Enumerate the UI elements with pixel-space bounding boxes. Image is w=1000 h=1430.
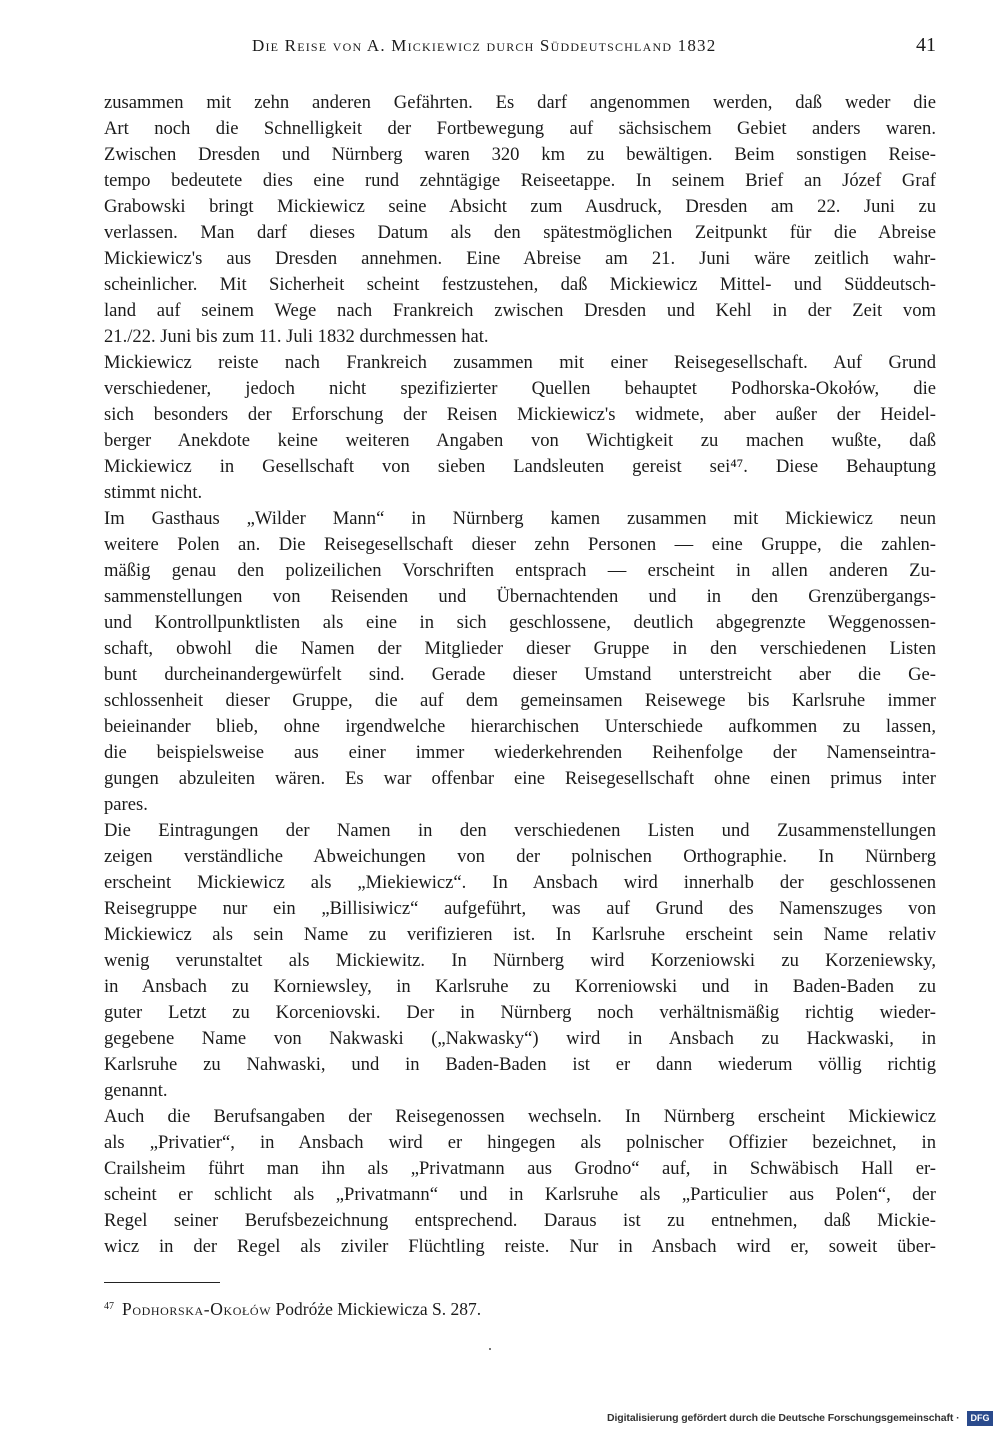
text-line: pares.	[104, 794, 148, 815]
text-line: verlassen. Man darf dieses Datum als den spätestmöglichen Zeitpunkt für die Abreise	[104, 222, 936, 243]
text-line: Mickiewicz in Gesellschaft von sieben Landsleuten gereist sei⁴⁷. Diese Behauptung	[104, 456, 936, 477]
text-line: Die Eintragungen der Namen in den verschiedenen Listen und Zusammenstellungen	[104, 820, 936, 841]
text-line: wenig verunstaltet als Mickiewitz. In Nürnberg wird Korzeniowski zu Korzeniewsky,	[104, 950, 936, 971]
text-line: mäßig genau den polizeilichen Vorschriften entsprach — erscheint in allen anderen Zu-	[104, 560, 936, 581]
text-line: stimmt nicht.	[104, 482, 203, 503]
scan-speck	[489, 1348, 491, 1350]
text-line: Regel seiner Berufsbezeichnung entsprechend. Daraus ist zu entnehmen, daß Mickie-	[104, 1210, 936, 1231]
paragraph-3	[104, 506, 936, 818]
text-line: bunt durcheinandergewürfelt sind. Gerade dieser Umstand unterstreicht aber die Ge-	[104, 664, 936, 685]
text-line: berger Anekdote keine weiteren Angaben von Wichtigkeit zu machen wußte, daß	[104, 430, 936, 451]
text-line: in Ansbach zu Korniewsley, in Karlsruhe zu Korreniowski und in Baden-Baden zu	[104, 976, 936, 997]
text-line: Reisegruppe nur ein „Billisiwicz“ aufgeführt, was auf Grund des Namenszuges von	[104, 898, 936, 919]
text-line: Mickiewicz als sein Name zu verifizieren ist. In Karlsruhe erscheint sein Name relativ	[104, 924, 936, 945]
text-line: schaft, obwohl die Namen der Mitglieder dieser Gruppe in den verschiedenen Listen	[104, 638, 936, 659]
text-line: Zwischen Dresden und Nürnberg waren 320 km zu bewältigen. Beim sonstigen Reise-	[104, 144, 936, 165]
footnote-number: 47	[104, 1301, 114, 1312]
text-line: Mickiewicz reiste nach Frankreich zusammen mit einer Reisegesellschaft. Auf Grund	[104, 352, 936, 373]
text-line: 21./22. Juni bis zum 11. Juli 1832 durchmessen hat.	[104, 326, 489, 347]
text-line: als „Privatier“, in Ansbach wird er hingegen als polnischer Offizier bezeichnet, in	[104, 1132, 936, 1153]
paragraph-5	[104, 1104, 936, 1260]
paragraph-1	[104, 90, 936, 350]
running-title: Die Reise von A. Mickiewicz durch Süddeutschland 1832	[252, 36, 717, 55]
text-line: genannt.	[104, 1080, 168, 1101]
text-line: sich besonders der Erforschung der Reisen Mickiewicz's widmete, aber außer der Heidel-	[104, 404, 936, 425]
digitization-credit	[607, 1412, 997, 1426]
text-line: zeigen verständliche Abweichungen von der polnischen Orthographie. In Nürnberg	[104, 846, 936, 867]
text-line: und Kontrollpunktlisten als eine in sich geschlossene, deutlich abgegrenzte Weggenossen-	[104, 612, 936, 633]
text-line: zusammen mit zehn anderen Gefährten. Es darf angenommen werden, daß weder die	[104, 92, 936, 113]
text-line: Mickiewicz's aus Dresden annehmen. Eine Abreise am 21. Juni wäre zeitlich wahr-	[104, 248, 936, 269]
footnote-text: Podróże Mickiewicza S. 287.	[275, 1299, 482, 1319]
footnote-47	[104, 1296, 936, 1320]
credit-text: Digitalisierung gefördert durch die Deutsche Forschungsgemeinschaft ·	[607, 1412, 960, 1424]
footnote-divider	[104, 1282, 220, 1283]
text-line: Im Gasthaus „Wilder Mann“ in Nürnberg kamen zusammen mit Mickiewicz neun	[104, 508, 936, 529]
footnote-author: Podhorska-Okołów	[122, 1299, 272, 1319]
text-line: tempo bedeutete dies eine rund zehntägige Reiseetappe. In seinem Brief an Józef Graf	[104, 170, 936, 191]
text-line: Karlsruhe zu Nahwaski, und in Baden-Baden ist er dann wiederum völlig richtig	[104, 1054, 936, 1075]
text-line: gegebene Name von Nakwaski („Nakwasky“) wird in Ansbach zu Hackwaski, in	[104, 1028, 936, 1049]
running-header	[104, 36, 936, 64]
text-line: land auf seinem Wege nach Frankreich zwischen Dresden und Kehl in der Zeit vom	[104, 300, 936, 321]
text-line: Crailsheim führt man ihn als „Privatmann aus Grodno“ auf, in Schwäbisch Hall er-	[104, 1158, 936, 1179]
dfg-logo-icon: DFG	[967, 1411, 993, 1426]
page-number: 41	[916, 34, 936, 56]
text-line: schlossenheit dieser Gruppe, die auf dem gemeinsamen Reisewege bis Karlsruhe immer	[104, 690, 936, 711]
text-line: Grabowski bringt Mickiewicz seine Absicht zum Ausdruck, Dresden am 22. Juni zu	[104, 196, 936, 217]
text-line: sammenstellungen von Reisenden und Übernachtenden und in den Grenzübergangs-	[104, 586, 936, 607]
paragraph-2	[104, 350, 936, 506]
body-text	[104, 90, 936, 1260]
text-line: erscheint Mickiewicz als „Miekiewicz“. In Ansbach wird innerhalb der geschlossenen	[104, 872, 936, 893]
text-line: die beispielsweise aus einer immer wiederkehrenden Reihenfolge der Namenseintra-	[104, 742, 936, 763]
text-line: Art noch die Schnelligkeit der Fortbewegung auf sächsischem Gebiet anders waren.	[104, 118, 936, 139]
text-line: scheint er schlicht als „Privatmann“ und in Karlsruhe als „Particulier aus Polen“, der	[104, 1184, 936, 1205]
text-line: Auch die Berufsangaben der Reisegenossen wechseln. In Nürnberg erscheint Mickiewicz	[104, 1106, 936, 1127]
text-line: scheinlicher. Mit Sicherheit scheint festzustehen, daß Mickiewicz Mittel- und Süddeutsch-	[104, 274, 936, 295]
paragraph-4	[104, 818, 936, 1104]
text-line: gungen abzuleiten wären. Es war offenbar eine Reisegesellschaft ohne einen primus inter	[104, 768, 936, 789]
text-line: guter Letzt zu Korceniovski. Der in Nürnberg noch verhältnismäßig richtig wieder-	[104, 1002, 936, 1023]
text-line: wicz in der Regel als ziviler Flüchtling reiste. Nur in Ansbach wird er, soweit über-	[104, 1236, 936, 1257]
text-line: beieinander blieb, ohne irgendwelche hierarchischen Unterschiede aufkommen zu lassen,	[104, 716, 936, 737]
text-line: verschiedener, jedoch nicht spezifizierter Quellen behauptet Podhorska-Okołów, die	[104, 378, 936, 399]
text-line: weitere Polen an. Die Reisegesellschaft dieser zehn Personen — eine Gruppe, die zahlen-	[104, 534, 936, 555]
